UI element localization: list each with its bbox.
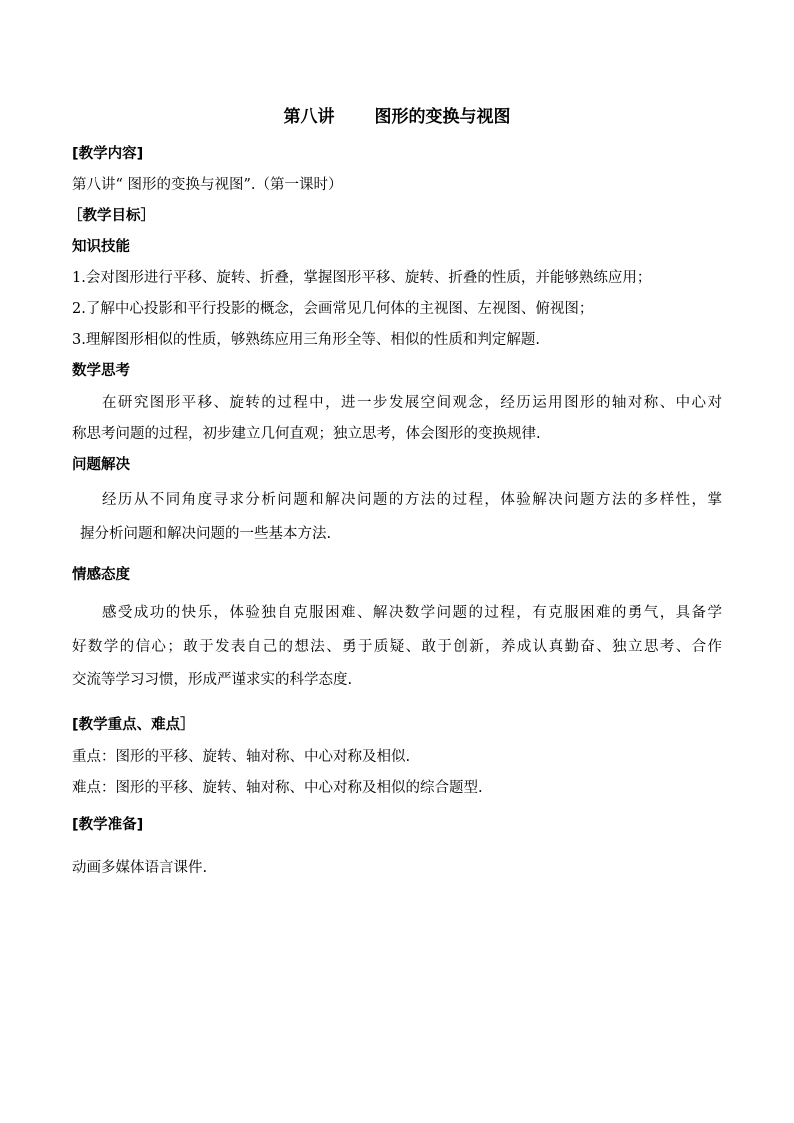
skill-item-1: 1.会对图形进行平移、旋转、折叠，掌握图形平移、旋转、折叠的性质，并能够熟练应用； xyxy=(72,270,652,286)
thinking-paragraph-line-1: 在研究图形平移、旋转的过程中，进一步发展空间观念，经历运用图形的轴对称、中心对 xyxy=(102,395,722,411)
subheading-knowledge-skills: 知识技能 xyxy=(72,239,130,255)
attitude-paragraph-line-3: 交流等学习习惯，形成严谨求实的科学态度. xyxy=(72,672,353,688)
skill-item-2: 2.了解中心投影和平行投影的概念，会画常见几何体的主视图、左视图、俯视图； xyxy=(72,301,594,317)
title-lecture-number: 第八讲 xyxy=(283,107,335,127)
section-heading-key-points: [教学重点、难点］ xyxy=(72,717,195,733)
solving-paragraph-line-1: 经历从不同角度寻求分析问题和解决问题的方法的过程，体验解决问题方法的多样性，掌 xyxy=(102,492,722,508)
section-heading-content: [教学内容] xyxy=(72,146,144,162)
solving-paragraph-line-2: 握分析问题和解决问题的一些基本方法. xyxy=(80,526,332,542)
skill-item-3: 3.理解图形相似的性质，够熟练应用三角形全等、相似的性质和判定解题. xyxy=(72,332,540,348)
document-title xyxy=(0,106,794,128)
attitude-paragraph-line-1: 感受成功的快乐，体验独自克服困难、解决数学问题的过程，有克服困难的勇气，具备学 xyxy=(102,605,722,621)
title-topic: 图形的变换与视图 xyxy=(374,107,511,127)
section-heading-preparation: [教学准备] xyxy=(72,817,144,833)
subheading-attitude: 情感态度 xyxy=(72,567,130,583)
subheading-problem-solving: 问题解决 xyxy=(72,457,130,473)
section-heading-goals: ［教学目标］ xyxy=(68,208,155,224)
thinking-paragraph-line-2: 称思考问题的过程，初步建立几何直观；独立思考，体会图形的变换规律. xyxy=(72,426,541,442)
subheading-math-thinking: 数学思考 xyxy=(72,363,130,379)
content-line: 第八讲“ 图形的变换与视图”.（第一课时） xyxy=(72,177,343,193)
attitude-paragraph-line-2: 好数学的信心；敢于发表自己的想法、勇于质疑、敢于创新，养成认真勤奋、独立思考、合作 xyxy=(72,639,722,655)
key-point-line: 重点：图形的平移、旋转、轴对称、中心对称及相似. xyxy=(72,749,411,765)
difficult-point-line: 难点：图形的平移、旋转、轴对称、中心对称及相似的综合题型. xyxy=(72,780,483,796)
preparation-line: 动画多媒体语言课件. xyxy=(72,860,208,876)
